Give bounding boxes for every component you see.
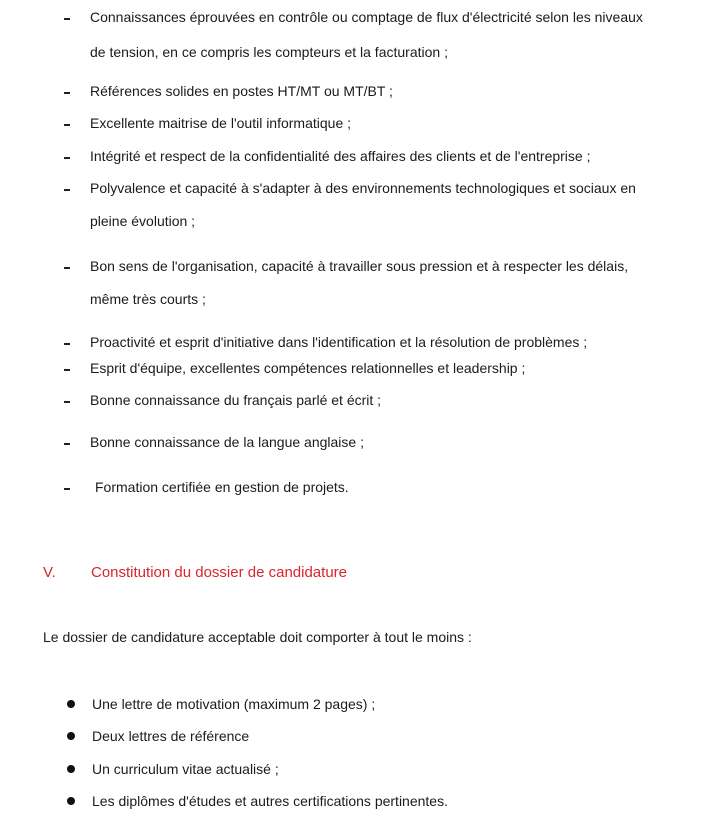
- dash-bullet-icon: [64, 147, 72, 165]
- dash-bullet-icon: [64, 478, 72, 496]
- list-item-text: Bonne connaissance de la langue anglaise ;: [90, 434, 364, 450]
- list-item-text: Excellente maitrise de l'outil informatique ;: [90, 115, 352, 131]
- dash-bullet-icon: [64, 333, 72, 351]
- list-item-text-continued: de tension, en ce compris les compteurs et la facturation ;: [90, 44, 448, 60]
- bullet-dot-icon: [67, 797, 75, 805]
- list-item-text: Intégrité et respect de la confidentialité des affaires des clients et de l'entreprise ;: [90, 148, 591, 164]
- list-item-text: Les diplômes d'études et autres certifications pertinentes.: [92, 793, 448, 809]
- bullet-dot-icon: [67, 765, 75, 773]
- list-item-text: Deux lettres de référence: [92, 728, 250, 744]
- dash-bullet-icon: [64, 82, 72, 100]
- list-item-text: Bon sens de l'organisation, capacité à travailler sous pression et à respecter les délais,: [90, 258, 629, 274]
- section-title: Constitution du dossier de candidature: [91, 564, 347, 581]
- dash-bullet-icon: [64, 391, 72, 409]
- list-item-text: Polyvalence et capacité à s'adapter à des environnements technologiques et sociaux en: [90, 180, 636, 196]
- bullet-dot-icon: [67, 700, 75, 708]
- dash-bullet-icon: [64, 257, 72, 275]
- dash-bullet-icon: [64, 114, 72, 132]
- dash-bullet-icon: [64, 8, 72, 26]
- list-item-text-continued: pleine évolution ;: [90, 213, 196, 229]
- list-item-text: Connaissances éprouvées en contrôle ou comptage de flux d'électricité selon les niveaux: [90, 9, 643, 25]
- bullet-dot-icon: [67, 732, 75, 740]
- dash-bullet-icon: [64, 359, 72, 377]
- list-item-text: Bonne connaissance du français parlé et écrit ;: [90, 392, 382, 408]
- list-item-text: Formation certifiée en gestion de projets.: [95, 479, 349, 495]
- list-item-text: Un curriculum vitae actualisé ;: [92, 761, 279, 777]
- list-item-text: Esprit d'équipe, excellentes compétences relationnelles et leadership ;: [90, 360, 526, 376]
- list-item-text: Une lettre de motivation (maximum 2 pages) ;: [92, 696, 376, 712]
- section-intro: Le dossier de candidature acceptable doit comporter à tout le moins :: [43, 629, 472, 645]
- dash-bullet-icon: [64, 179, 72, 197]
- list-item-text: Références solides en postes HT/MT ou MT/BT ;: [90, 83, 393, 99]
- list-item-text: Proactivité et esprit d'initiative dans l'identification et la résolution de problèmes ;: [90, 334, 588, 350]
- list-item-text-continued: même très courts ;: [90, 291, 206, 307]
- section-number: V.: [43, 564, 56, 581]
- dash-bullet-icon: [64, 433, 72, 451]
